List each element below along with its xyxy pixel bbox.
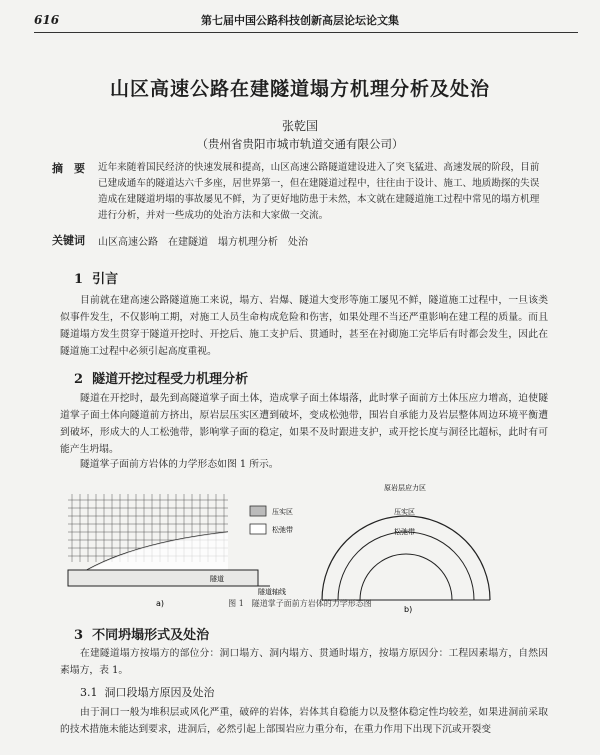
inner-arc: [360, 554, 452, 600]
section-title: 引言: [92, 272, 119, 287]
section-2-paragraph-1: 隧道在开挖时，最先到高隧道掌子面土体，造成掌子面土体塌落，此时掌子面前方土体压应力增高，迫使隧道掌子面土体向隧道前方挤出，原岩层压实区遭到破坏，变成松弛带，围岩自承能力及岩层整体周边环境平衡遭到破坏，形成大的人工松弛带，影响掌子面的稳定，如果不及时跟进支护，或开挖长度与洞径比超标，此时有可能产生坍塌。: [60, 393, 548, 455]
axis-label: 隧道轴线: [258, 588, 286, 596]
legend-label-pressed: 压实区: [272, 508, 293, 516]
section-3-heading: [74, 624, 209, 643]
section-number: 1: [74, 272, 84, 287]
section-2-paragraph-2: 隧道掌子面前方岩体的力学形态如图 1 所示。: [80, 459, 279, 470]
zone-label-relaxed: 松弛带: [394, 528, 415, 536]
section-1-heading: [74, 268, 118, 287]
section-3-paragraph: 在建隧道塌方按塌方的部位分：洞口塌方、洞内塌方、贯通时塌方，按塌方原因分：工程因素塌方，自然因素塌方，表 1。: [60, 648, 548, 676]
legend-swatch-relaxed: [250, 524, 266, 534]
figure-panel-a: [68, 494, 293, 608]
author-name: 张乾国: [281, 119, 318, 133]
subsection-3-1-paragraph: 由于洞口一般为堆积层或风化严重，破碎的岩体，岩体其自稳能力以及整体稳定性均较差，如果进洞前采取的技术措施未能达到要求，进洞后，必然引起上部围岩应力重分布，在重力作用下出现下沉或开裂变: [60, 707, 548, 735]
keywords-text: 山区高速公路 在建隧道 塌方机理分析 处治: [98, 237, 308, 248]
subsection-number: 3.1: [80, 686, 98, 699]
panel-b-label: b): [404, 605, 413, 614]
section-number: 3: [74, 628, 84, 643]
author-affiliation: （贵州省贵阳市城市轨道交通有限公司）: [196, 137, 404, 151]
section-title: 隧道开挖过程受力机理分析: [92, 372, 249, 387]
running-header: 第七届中国公路科技创新高层论坛论文集: [201, 14, 399, 27]
subsection-title: 洞口段塌方原因及处治: [104, 686, 215, 699]
zone-label-pressed: 压实区: [394, 508, 415, 516]
figure-1-svg: [60, 474, 550, 614]
legend-swatch-pressed: [250, 506, 266, 516]
figure-panel-b: [322, 483, 490, 614]
tunnel-label: 隧道: [210, 575, 224, 583]
section-2-heading: [74, 368, 248, 387]
header-rule: [34, 32, 578, 33]
figure-1: [60, 474, 550, 614]
keywords-label: 关键词: [52, 234, 85, 247]
section-number: 2: [74, 372, 84, 387]
legend-label-relaxed: 松弛带: [272, 526, 293, 534]
section-1-paragraph: 目前就在建高速公路隧道施工来说，塌方、岩爆、隧道大变形等施工屡见不鲜，隧道施工过程中，一旦该类似事件发生，不仅影响工期，对施工人员生命构成危险和伤害，如果处理不当还严重影响在建工程的质量。而且隧道塌方发生贯穿于隧道开挖时、开挖后、施工支护后、贯通时，甚至在衬砌施工完毕后有时都会发生，因此在隧道施工过程中必须引起高度重视。: [60, 295, 548, 357]
panel-a-label: a): [156, 599, 165, 608]
tunnel-body: [68, 570, 258, 586]
zone-label-original: 原岩层应力区: [384, 484, 426, 492]
paper-title: 山区高速公路在建隧道塌方机理分析及处治: [109, 78, 490, 100]
subsection-3-1-heading: [80, 684, 215, 700]
abstract-text: 近年来随着国民经济的快速发展和提高，山区高速公路隧道建设进入了突飞猛进、高速发展的阶段，目前已建成通车的隧道达六千多座，居世界第一，但在建隧道过程中，往往由于设计、施工、地质勘探的失误造成在建隧道坍塌的事故屡见不鲜，为了更好地防患于未然，本文就在建隧道施工过程中常见的塌方机理进行分析，并对一些成功的处治方法和大家做一交流。: [98, 162, 540, 221]
figure-caption: 图 1 隧道掌子面前方岩体的力学形态图: [228, 599, 372, 608]
section-title: 不同坍塌形式及处治: [92, 628, 210, 643]
middle-arc: [338, 532, 474, 600]
page-number: 616: [34, 13, 60, 27]
abstract-label: 摘 要: [52, 162, 85, 175]
